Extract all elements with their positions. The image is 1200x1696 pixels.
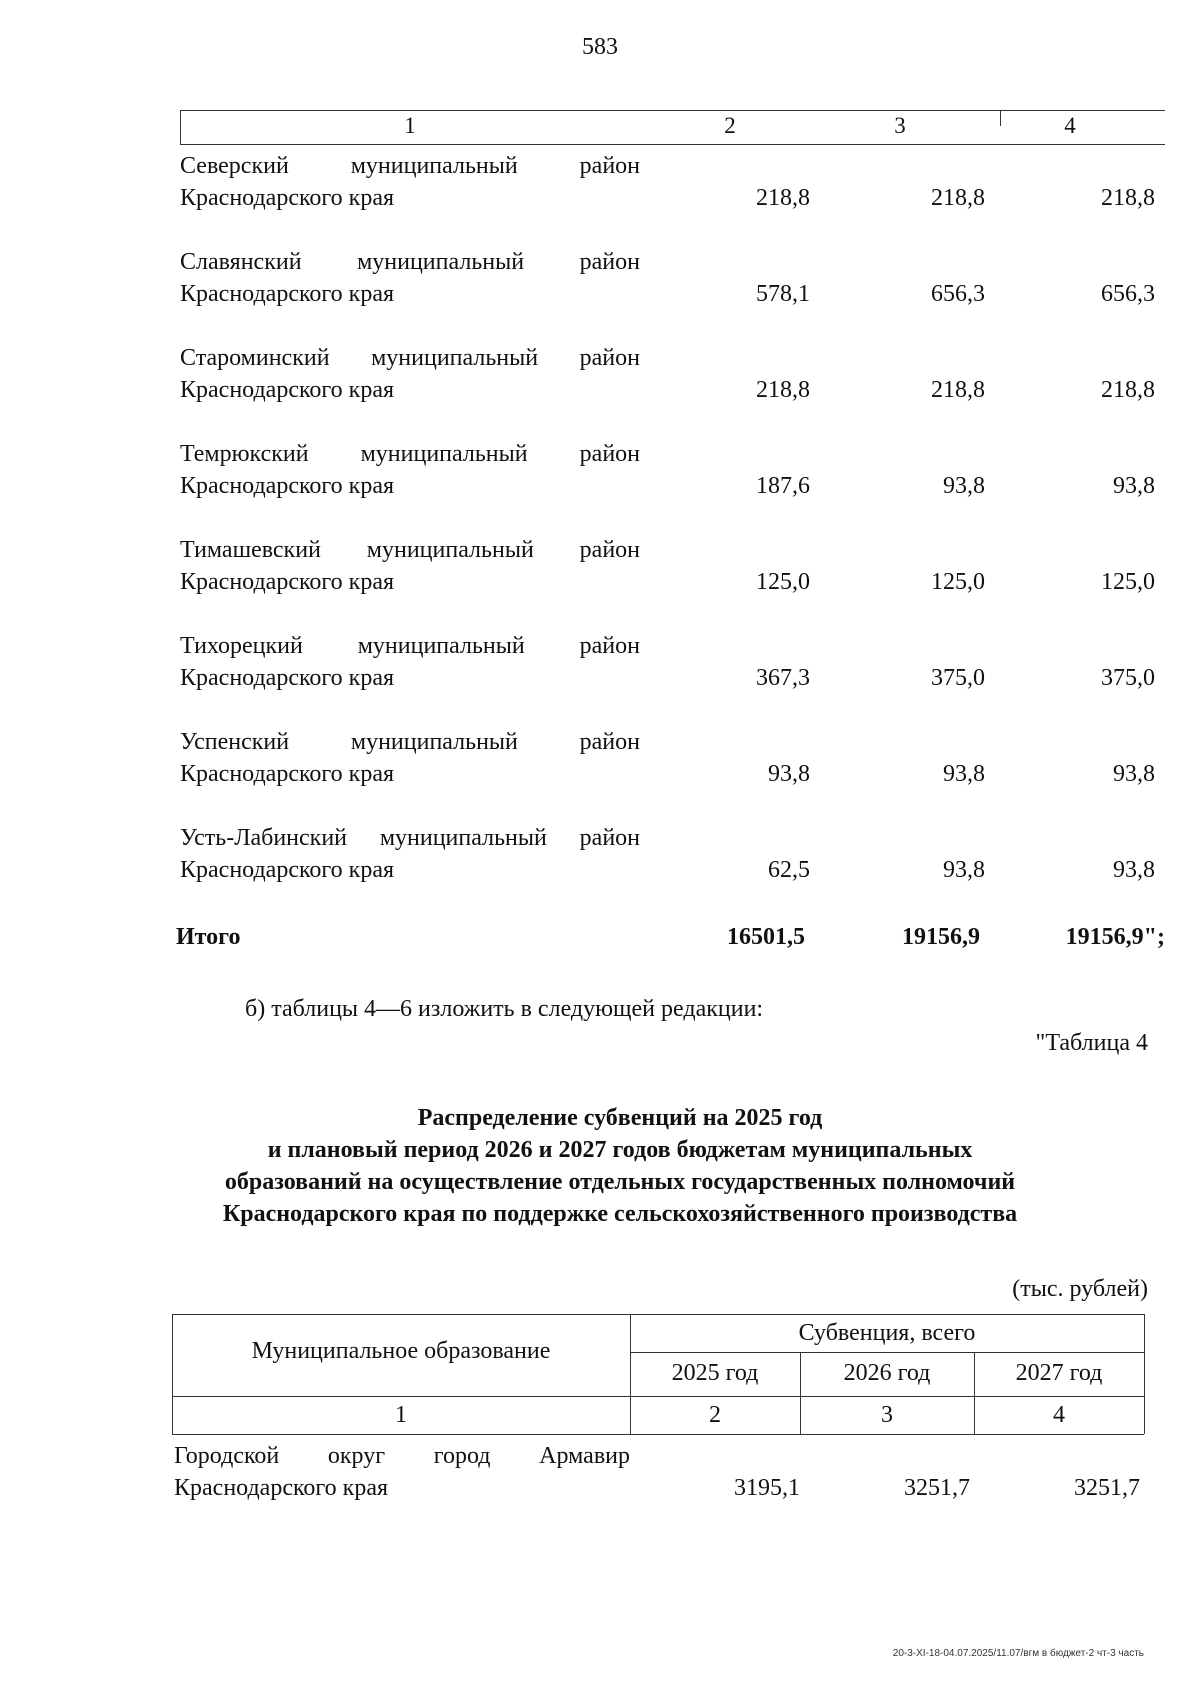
table1-header-divider xyxy=(1000,110,1001,126)
table1-colnum-1: 1 xyxy=(404,113,416,138)
table-row xyxy=(0,534,1200,606)
table-row xyxy=(0,150,1200,222)
municipality-name: Староминский муниципальный район Краснодарского края xyxy=(180,345,640,403)
heading-line-1: Распределение субвенций на 2025 год xyxy=(417,1105,823,1131)
municipality-name: Тихорецкий муниципальный район Краснодарского края xyxy=(180,633,640,691)
value-2026: 93,8 xyxy=(943,857,985,883)
amendment-instruction: б) таблицы 4—6 изложить в следующей редакции: xyxy=(245,996,764,1022)
table1-colnum-3: 3 xyxy=(894,113,906,138)
value-2025: 218,8 xyxy=(756,185,810,211)
value-2026: 125,0 xyxy=(931,569,985,595)
value-2026: 3251,7 xyxy=(904,1475,970,1501)
value-2026: 656,3 xyxy=(931,281,985,307)
municipality-name: Северский муниципальный район Краснодарского края xyxy=(180,153,640,211)
municipality-name: Городской округ город Армавир Краснодарского края xyxy=(174,1443,630,1501)
table2-subheader-line xyxy=(630,1352,1144,1353)
document-footer-code: 20-3-XI-18-04.07.2025/11.07/вгм в бюджет-2 чт-3 часть xyxy=(892,1648,1144,1659)
table1-header-top-line xyxy=(180,110,1165,111)
value-2025: 93,8 xyxy=(768,761,810,787)
table2-colnum-4: 4 xyxy=(1053,1402,1065,1428)
units-label: (тыс. рублей) xyxy=(1012,1276,1148,1302)
table1-colnum-2: 2 xyxy=(724,113,736,138)
value-2025: 3195,1 xyxy=(734,1475,800,1501)
total-label: Итого xyxy=(176,924,241,950)
value-2025: 187,6 xyxy=(756,473,810,499)
page-number: 583 xyxy=(582,34,618,60)
value-2025: 218,8 xyxy=(756,377,810,403)
table-row xyxy=(0,246,1200,318)
table-row xyxy=(0,726,1200,798)
value-2025: 62,5 xyxy=(768,857,810,883)
value-2027: 218,8 xyxy=(1101,185,1155,211)
total-2026: 19156,9 xyxy=(902,924,980,950)
table2-colnum-1: 1 xyxy=(395,1402,407,1428)
table-row xyxy=(0,822,1200,894)
municipality-name: Усть-Лабинский муниципальный район Краснодарского края xyxy=(180,825,640,883)
municipality-name: Успенский муниципальный район Краснодарского края xyxy=(180,729,640,787)
table-row xyxy=(0,1440,1200,1510)
value-2027: 656,3 xyxy=(1101,281,1155,307)
header-year-2025: 2025 год xyxy=(671,1360,759,1386)
table2-colnum-bottom-line xyxy=(172,1434,1144,1435)
value-2027: 3251,7 xyxy=(1074,1475,1140,1501)
value-2027: 93,8 xyxy=(1113,473,1155,499)
value-2026: 93,8 xyxy=(943,761,985,787)
table-row xyxy=(0,438,1200,510)
table2-colnum-3: 3 xyxy=(881,1402,893,1428)
value-2027: 375,0 xyxy=(1101,665,1155,691)
municipality-name: Тимашевский муниципальный район Краснодарского края xyxy=(180,537,640,595)
table1-colnum-4: 4 xyxy=(1064,113,1076,138)
header-year-2026: 2026 год xyxy=(843,1360,931,1386)
header-subvention-total: Субвенция, всего xyxy=(798,1320,976,1346)
total-2025: 16501,5 xyxy=(727,924,805,950)
table1-header-left-border xyxy=(180,110,181,144)
total-2027: 19156,9"; xyxy=(1065,924,1165,950)
table-row xyxy=(0,630,1200,702)
municipality-name: Темрюкский муниципальный район Краснодарского края xyxy=(180,441,640,499)
value-2026: 218,8 xyxy=(931,185,985,211)
table-row xyxy=(0,342,1200,414)
value-2026: 375,0 xyxy=(931,665,985,691)
value-2025: 578,1 xyxy=(756,281,810,307)
header-municipality: Муниципальное образование xyxy=(251,1338,551,1364)
value-2027: 93,8 xyxy=(1113,857,1155,883)
heading-line-3: образований на осуществление отдельных государственных полномочий xyxy=(224,1169,1016,1195)
table2-header-bottom-line xyxy=(172,1396,1144,1397)
table-heading xyxy=(120,1102,1120,1230)
value-2026: 93,8 xyxy=(943,473,985,499)
value-2026: 218,8 xyxy=(931,377,985,403)
table2-right-border xyxy=(1144,1314,1145,1434)
header-year-2027: 2027 год xyxy=(1015,1360,1103,1386)
municipality-name: Славянский муниципальный район Краснодарского края xyxy=(180,249,640,307)
value-2027: 93,8 xyxy=(1113,761,1155,787)
value-2025: 367,3 xyxy=(756,665,810,691)
value-2027: 125,0 xyxy=(1101,569,1155,595)
table-label: "Таблица 4 xyxy=(1035,1030,1148,1056)
heading-line-4: Краснодарского края по поддержке сельскохозяйственного производства xyxy=(222,1201,1018,1227)
value-2027: 218,8 xyxy=(1101,377,1155,403)
table2-colnum-2: 2 xyxy=(709,1402,721,1428)
table2-top-line xyxy=(172,1314,1144,1315)
heading-line-2: и плановый период 2026 и 2027 годов бюджетам муниципальных xyxy=(267,1137,973,1163)
table1-header-bottom-line xyxy=(180,144,1165,145)
value-2025: 125,0 xyxy=(756,569,810,595)
